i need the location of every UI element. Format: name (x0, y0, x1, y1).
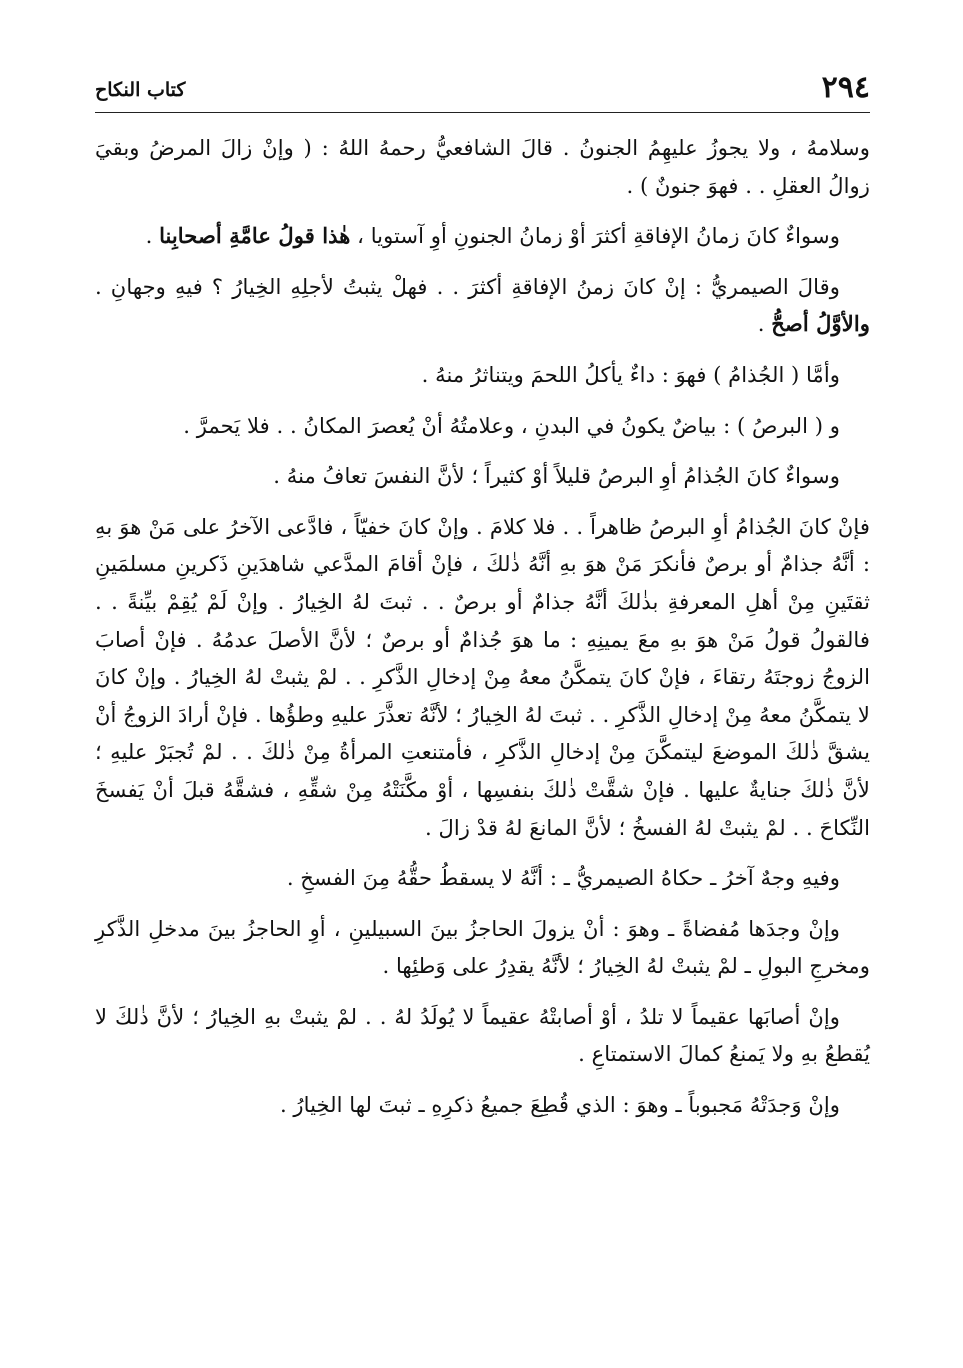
bold-text-run: هٰذا قولُ عامَّةِ أصحابِنا (159, 223, 351, 249)
text-run: وإنْ أصابَها عقيماً لا تلدُ ، أوْ أصابتْهُ عقيماً لا يُولَدُ لهُ . . لمْ يثبتْ بهِ الخِيارُ ؛ لأنَّ ذٰلكَ لا يُقطعُ بهِ ولا يَمنعُ كمالَ الاستمتاعِ . (95, 1003, 870, 1067)
paragraph (95, 1086, 870, 1124)
text-run: وسواءٌ كانَ الجُذامُ أوِ البرصُ قليلاً أوْ كثيراً ؛ لأنَّ النفسَ تعافُ منهُ . (273, 463, 840, 489)
text-run: وفيهِ وجهٌ آخرُ ـ حكاهُ الصيمريُّ ـ : أنَّهُ لا يسقطُ حقُّهُ مِنَ الفسخِ . (286, 865, 840, 891)
paragraph (95, 129, 870, 204)
paragraph (95, 910, 870, 985)
running-title: كتاب النكاح (95, 79, 186, 101)
text-run: وقالَ الصيمريُّ : إنْ كانَ زمنُ الإفاقةِ أكثرَ . . فهلْ يثبتُ لأجلِهِ الخِيارُ ؟ فيهِ وجهانِ . (95, 273, 840, 299)
paragraph (95, 457, 870, 495)
page-body (95, 129, 870, 1124)
text-run: وسواءٌ كانَ زمانُ الإفاقةِ أكثرَ أوْ زمانُ الجنونِ أوِ آستويا ، (350, 223, 840, 249)
paragraph (95, 268, 870, 343)
text-run: وإنْ وجدَها مُفضاةً ـ وهوَ : أنْ يزولَ الحاجزُ بينَ السبيلينِ ، أوِ الحاجزُ بينَ مدخلِ الذَّكرِ ومخرجِ البولِ ـ لمْ يثبتْ لهُ الخِيارُ ؛ لأنَّهُ يقدِرُ على وَطئِها . (95, 915, 870, 979)
paragraph (95, 217, 870, 255)
text-run: و ( البرصُ ) : بياضٌ يكونُ في البدنِ ، وعلامتُهُ أنْ يُعصرَ المكانُ . . فلا يَحمرَّ . (183, 412, 840, 438)
paragraph (95, 859, 870, 897)
text-run: . (757, 311, 772, 337)
paragraph (95, 508, 870, 846)
book-page (95, 62, 870, 1322)
text-run: وسلامهُ ، ولا يجوزُ عليهِمُ الجنونُ . قالَ الشافعيُّ رحمهُ اللهُ : ( وإنْ زالَ المرضُ وبقيَ زوالُ العقلِ . . فهوَ جنونٌ ) . (95, 135, 870, 198)
paragraph (95, 407, 870, 445)
text-run: وإنْ وَجدَتْهُ مَجبوباً ـ وهوَ : الذي قُطِعَ جميعُ ذكرِهِ ـ ثبتَ لها الخِيارُ . (279, 1092, 840, 1118)
paragraph (95, 998, 870, 1073)
page-header (95, 62, 870, 113)
text-run: فإنْ كانَ الجُذامُ أوِ البرصُ ظاهراً . . فلا كلامَ . وإنْ كانَ خفيّاً ، فادَّعى الآخرُ على مَنْ هوَ بهِ : أنَّهُ جذامٌ أو برصٌ فأنكرَ مَنْ هوَ بهِ أنَّهُ ذٰلكَ ، فإنْ أقامَ المدَّعي شاهدَينِ ذَكرينِ مسلمَينِ ثقتَينِ مِنْ أهلِ المعرفةِ بذٰلكَ أنَّهُ جذامٌ أو برصٌ . . ثبتَ لهُ الخِيارُ . وإنْ لَمْ يُقِمْ بيِّنةً . . فالقولُ قولُ مَنْ هوَ بهِ معَ يمينِهِ : ما هوَ جُذامٌ أو برصٌ ؛ لأنَّ الأصلَ عدمُهُ . فإنْ أصابَ الزوجُ زوجتَهُ رتقاءَ ، فإنْ كانَ يتمكَّنُ معهُ مِنْ إدخالِ الذَّكرِ . . لمْ يثبتْ لهُ الخِيارُ . وإنْ كانَ لا يتمكَّنُ معهُ مِنْ إدخالِ الذَّكرِ . . ثبتَ لهُ الخِيارُ ؛ لأنَّهُ تعذَّرَ عليهِ وطؤُها . فإنْ أرادَ الزوجُ أنْ يشقَّ ذٰلكَ الموضعَ ليتمكَّنَ مِنْ إدخالِ الذَّكرِ ، فأمتنعتِ المرأةُ مِنْ ذٰلكَ . . لمْ تُجبَرْ عليهِ ؛ لأنَّ ذٰلكَ جنايةٌ عليها . فإنْ شقَّتْ ذٰلكَ بنفسِها ، أوْ مكَّنَتْهُ مِنْ شقِّهِ ، فشقَّهُ قبلَ أنْ يَفسخَ النِّكاحَ . . لمْ يثبتْ لهُ الفسخُ ؛ لأنَّ المانعَ لهُ قدْ زالَ . (95, 513, 870, 840)
text-run: وأمَّا ( الجُذامُ ) فهوَ : داءٌ يأكلُ اللحمَ ويتناثرُ منهُ . (421, 361, 840, 387)
paragraph (95, 356, 870, 394)
page-number: ٢٩٤ (821, 70, 870, 105)
text-run: . (145, 223, 160, 249)
bold-text-run: والأوَّلُ أصحُّ (771, 311, 870, 337)
